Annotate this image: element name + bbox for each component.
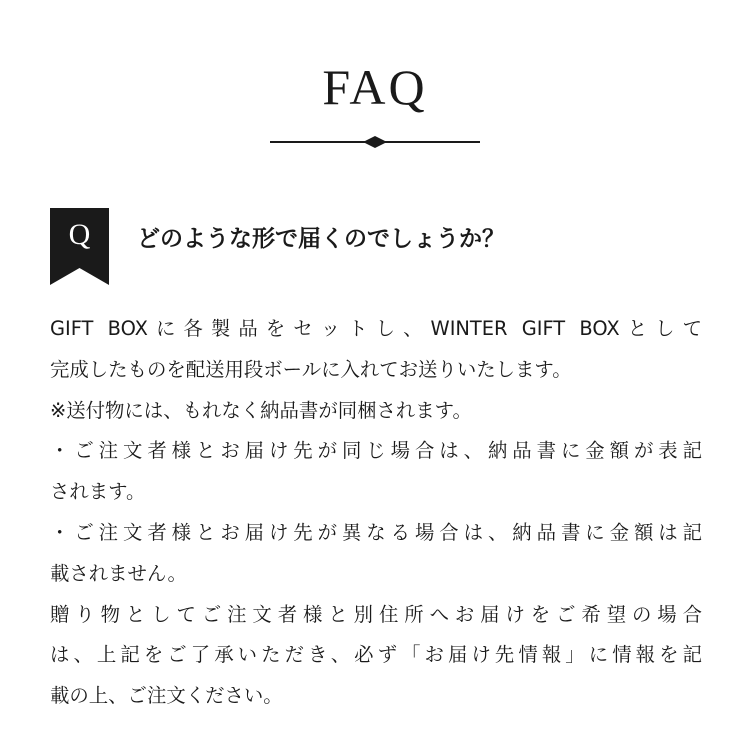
answer-line: 載の上、ご注文ください。 <box>50 684 283 708</box>
answer-line: は、上記をご了承いただき、必ず「お届け先情報」に情報を記 <box>50 643 702 667</box>
answer-line: ・ご注文者様とお届け先が異なる場合は、納品書に金額は記 <box>50 520 702 544</box>
answer-line: 完成したものを配送用段ボールに入れてお送りいたします。 <box>50 357 572 381</box>
answer-line: ・ご注文者様とお届け先が同じ場合は、納品書に金額が表記 <box>50 439 702 463</box>
question-text: どのような形で届くのでしょうか？ <box>137 226 505 252</box>
answer-line: ※送付物には、もれなく納品書が同梱されます。 <box>50 398 472 422</box>
answer-line: されます。 <box>50 480 146 504</box>
question-badge-letter: Q <box>68 218 91 251</box>
answer-line: 載されません。 <box>50 561 187 585</box>
answer-line: GIFT BOXに各製品をセットし、WINTER GIFT BOXとして <box>50 317 702 340</box>
answer-line: 贈り物としてご注文者様と別住所へお届けをご希望の場合 <box>50 602 702 626</box>
question-badge <box>50 208 109 285</box>
faq-title: FAQ <box>322 59 428 115</box>
title-divider <box>270 133 480 151</box>
divider-diamond-icon <box>270 133 480 151</box>
answer-text <box>50 312 702 720</box>
